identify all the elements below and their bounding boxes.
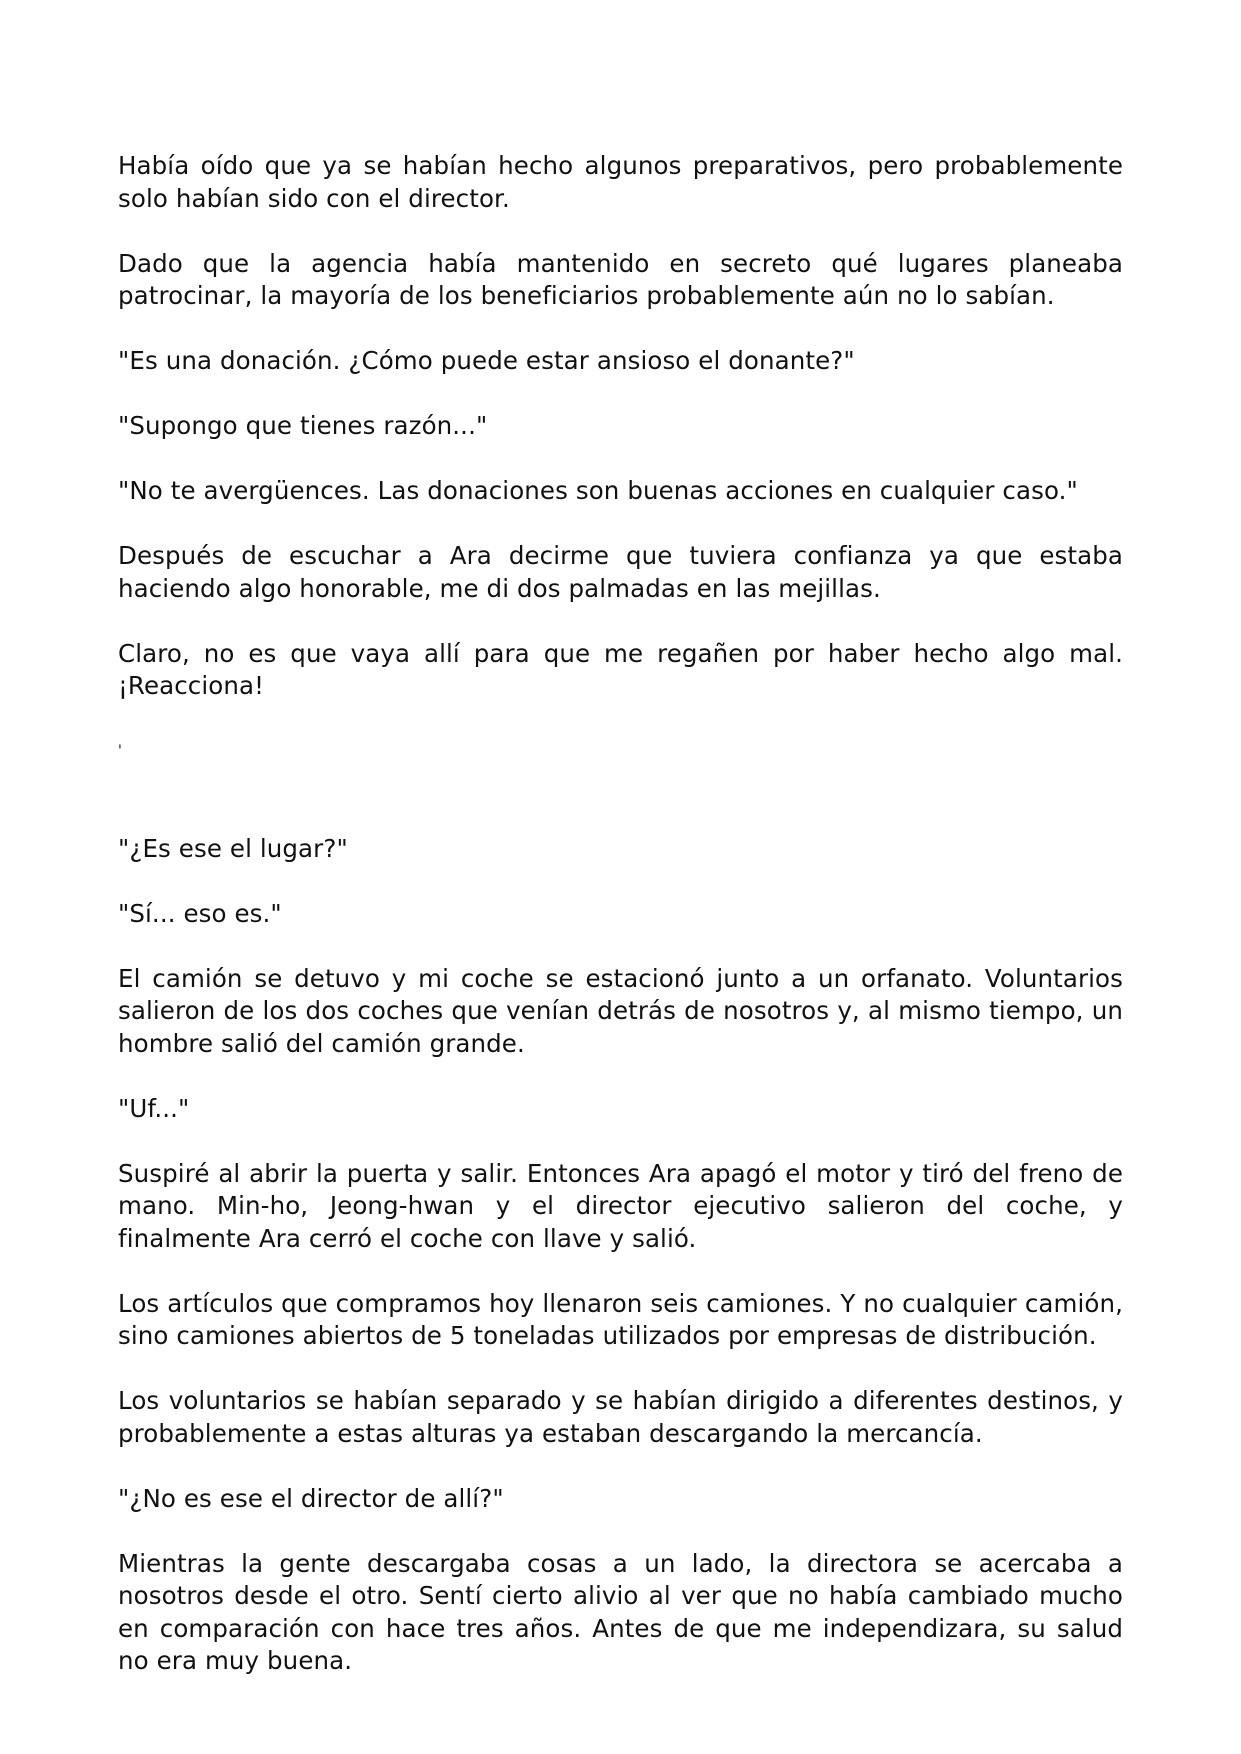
dialogue-line: "¿No es ese el director de allí?" [118, 1483, 504, 1513]
paragraph: Suspiré al abrir la puerta y salir. Entonces Ara apagó el motor y tiró del freno de mano. Min-ho, Jeong-hwan y el director ejecutivo salieron del coche, y finalmente Ara cerró el coche con llave y salió. [118, 1158, 1123, 1253]
dialogue-line: "No te avergüences. Las donaciones son buenas acciones en cualquier caso." [118, 476, 1078, 505]
paragraph: Mientras la gente descargaba cosas a un lado, la directora se acercaba a nosotros desde el otro. Sentí cierto alivio al ver que no había cambiado mucho en comparación con hace tres años. Antes de que me independizara, su salud no era muy buena. [118, 1548, 1123, 1675]
dialogue-line: "Supongo que tienes razón..." [118, 411, 488, 440]
paragraph: Los artículos que compramos hoy llenaron seis camiones. Y no cualquier camión, sino camiones abiertos de 5 toneladas utilizados por empresas de distribución. [118, 1288, 1123, 1350]
scene-break-mark: ' [118, 743, 122, 759]
dialogue-line: "Uf..." [118, 1093, 190, 1123]
dialogue-line: "Sí... eso es." [118, 898, 282, 928]
dialogue-line: "¿Es ese el lugar?" [118, 833, 348, 863]
dialogue-line: "Es una donación. ¿Cómo puede estar ansioso el donante?" [118, 346, 855, 375]
paragraph: Los voluntarios se habían separado y se habían dirigido a diferentes destinos, y probablemente a estas alturas ya estaban descargando la mercancía. [118, 1386, 1123, 1448]
document-page [118, 150, 1123, 1710]
paragraph: El camión se detuvo y mi coche se estacionó junto a un orfanato. Voluntarios salieron de los dos coches que venían detrás de nosotros y, al mismo tiempo, un hombre salió del camión grande. [118, 963, 1123, 1058]
paragraph: Claro, no es que vaya allí para que me regañen por haber hecho algo mal. ¡Reacciona! [118, 638, 1123, 700]
paragraph: Después de escuchar a Ara decirme que tuviera confianza ya que estaba haciendo algo honorable, me di dos palmadas en las mejillas. [118, 541, 1123, 603]
paragraph: Había oído que ya se habían hecho algunos preparativos, pero probablemente solo habían sido con el director. [118, 151, 1123, 213]
paragraph: Dado que la agencia había mantenido en secreto qué lugares planeaba patrocinar, la mayoría de los beneficiarios probablemente aún no lo sabían. [118, 248, 1123, 310]
